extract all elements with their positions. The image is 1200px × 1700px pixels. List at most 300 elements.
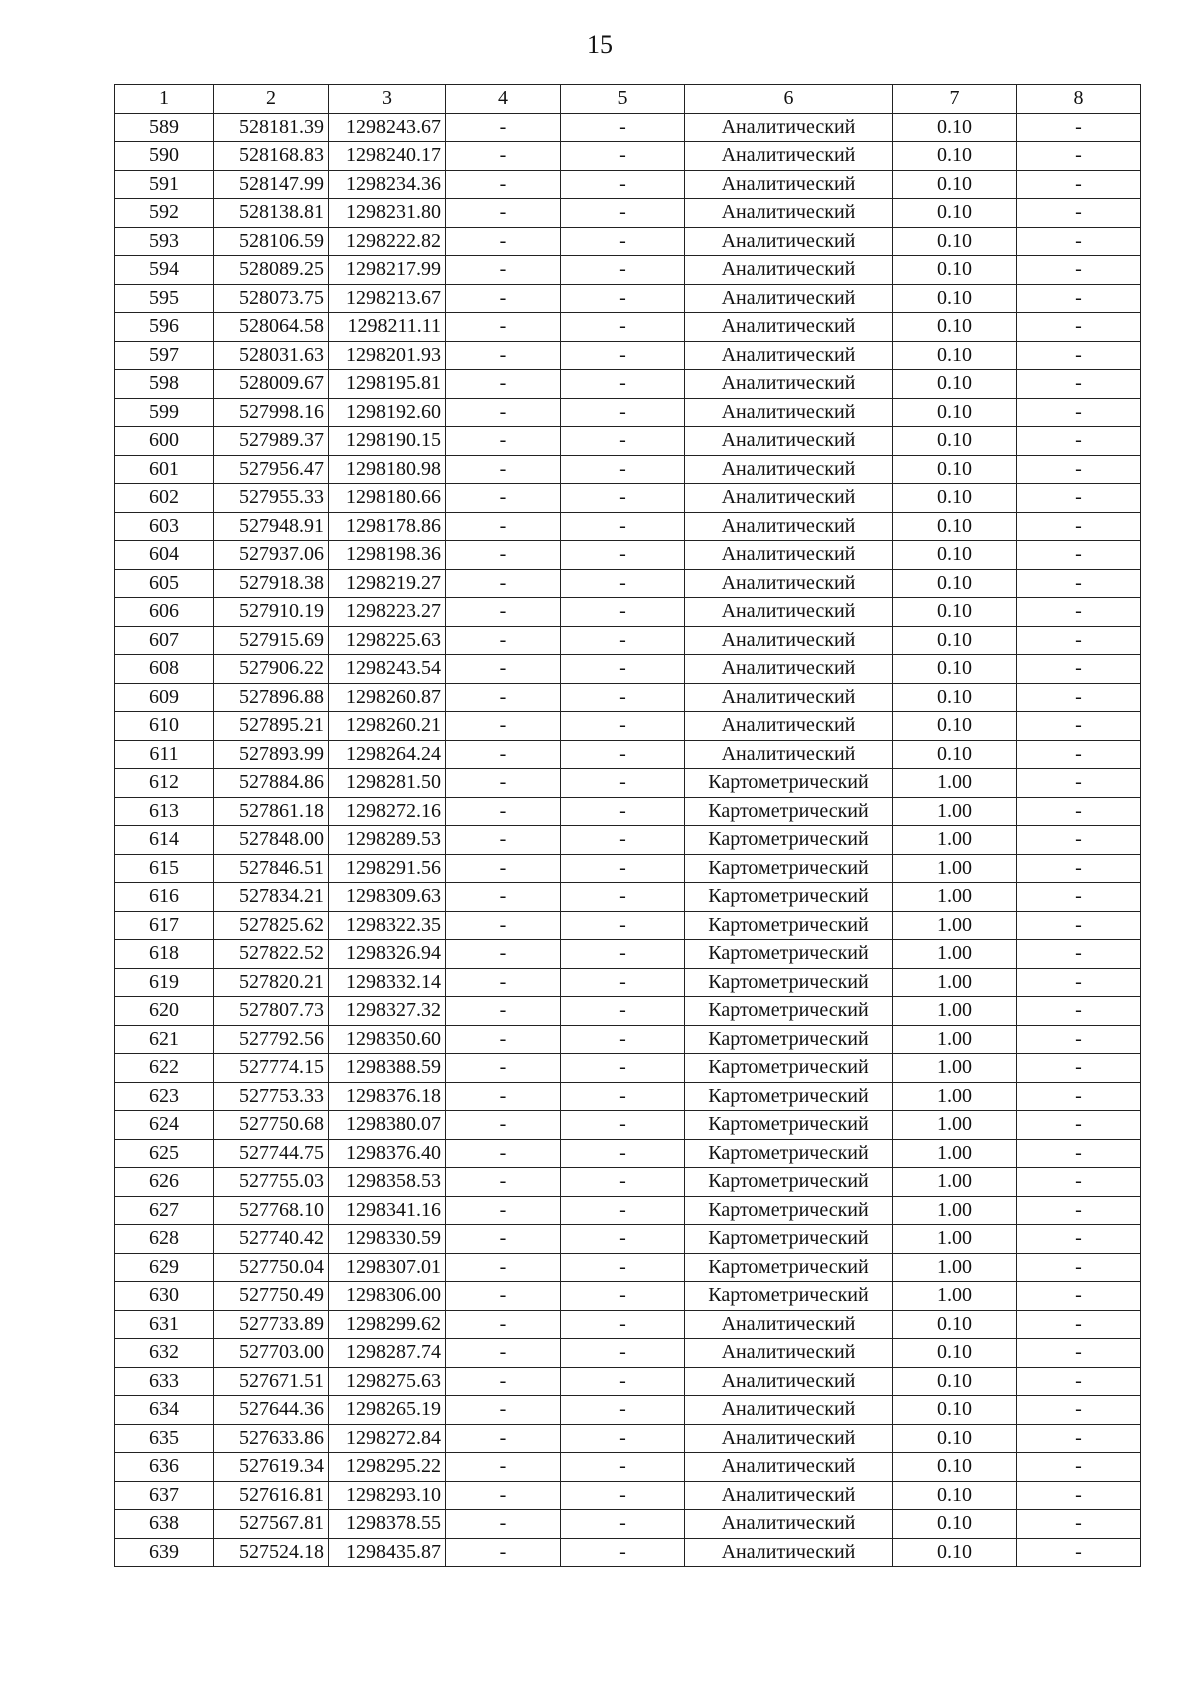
accuracy-cell: 0.10: [893, 1481, 1017, 1510]
column-4-cell: -: [446, 1225, 561, 1254]
column-5-cell: -: [561, 1225, 685, 1254]
column-4-cell: -: [446, 1453, 561, 1482]
y-coordinate-cell: 1298327.32: [329, 997, 446, 1026]
point-number-cell: 621: [115, 1025, 214, 1054]
column-5-cell: -: [561, 1310, 685, 1339]
x-coordinate-cell: 528064.58: [214, 313, 329, 342]
method-cell: Картометрический: [685, 769, 893, 798]
method-cell: Картометрический: [685, 911, 893, 940]
method-cell: Аналитический: [685, 455, 893, 484]
accuracy-cell: 0.10: [893, 170, 1017, 199]
accuracy-cell: 0.10: [893, 484, 1017, 513]
x-coordinate-cell: 527750.49: [214, 1282, 329, 1311]
column-8-cell: -: [1017, 1054, 1141, 1083]
column-5-cell: -: [561, 1282, 685, 1311]
table-row: [115, 1253, 1141, 1282]
column-header: 5: [561, 85, 685, 114]
point-number-cell: 589: [115, 113, 214, 142]
column-8-cell: -: [1017, 1339, 1141, 1368]
method-cell: Аналитический: [685, 170, 893, 199]
x-coordinate-cell: 527937.06: [214, 541, 329, 570]
accuracy-cell: 0.10: [893, 626, 1017, 655]
table-row: [115, 940, 1141, 969]
column-8-cell: -: [1017, 199, 1141, 228]
column-4-cell: -: [446, 142, 561, 171]
y-coordinate-cell: 1298180.66: [329, 484, 446, 513]
point-number-cell: 593: [115, 227, 214, 256]
column-5-cell: -: [561, 1168, 685, 1197]
table-row: [115, 455, 1141, 484]
x-coordinate-cell: 528168.83: [214, 142, 329, 171]
x-coordinate-cell: 528031.63: [214, 341, 329, 370]
point-number-cell: 599: [115, 398, 214, 427]
x-coordinate-cell: 527753.33: [214, 1082, 329, 1111]
point-number-cell: 595: [115, 284, 214, 313]
column-8-cell: -: [1017, 997, 1141, 1026]
point-number-cell: 619: [115, 968, 214, 997]
y-coordinate-cell: 1298322.35: [329, 911, 446, 940]
accuracy-cell: 0.10: [893, 256, 1017, 285]
table-row: [115, 1168, 1141, 1197]
column-5-cell: -: [561, 370, 685, 399]
column-4-cell: -: [446, 1054, 561, 1083]
y-coordinate-cell: 1298287.74: [329, 1339, 446, 1368]
column-5-cell: -: [561, 1253, 685, 1282]
column-8-cell: -: [1017, 1082, 1141, 1111]
table-row: [115, 883, 1141, 912]
column-5-cell: -: [561, 854, 685, 883]
point-number-cell: 603: [115, 512, 214, 541]
column-8-cell: -: [1017, 170, 1141, 199]
x-coordinate-cell: 527846.51: [214, 854, 329, 883]
method-cell: Аналитический: [685, 113, 893, 142]
table-row: [115, 1424, 1141, 1453]
y-coordinate-cell: 1298222.82: [329, 227, 446, 256]
accuracy-cell: 0.10: [893, 341, 1017, 370]
point-number-cell: 639: [115, 1538, 214, 1567]
accuracy-cell: 1.00: [893, 854, 1017, 883]
table-row: [115, 740, 1141, 769]
accuracy-cell: 0.10: [893, 1310, 1017, 1339]
accuracy-cell: 1.00: [893, 940, 1017, 969]
column-5-cell: -: [561, 826, 685, 855]
method-cell: Аналитический: [685, 142, 893, 171]
x-coordinate-cell: 527768.10: [214, 1196, 329, 1225]
column-4-cell: -: [446, 541, 561, 570]
y-coordinate-cell: 1298281.50: [329, 769, 446, 798]
y-coordinate-cell: 1298289.53: [329, 826, 446, 855]
method-cell: Аналитический: [685, 712, 893, 741]
column-4-cell: -: [446, 911, 561, 940]
accuracy-cell: 1.00: [893, 1282, 1017, 1311]
point-number-cell: 597: [115, 341, 214, 370]
x-coordinate-cell: 527644.36: [214, 1396, 329, 1425]
column-5-cell: -: [561, 142, 685, 171]
point-number-cell: 592: [115, 199, 214, 228]
column-5-cell: -: [561, 227, 685, 256]
y-coordinate-cell: 1298240.17: [329, 142, 446, 171]
x-coordinate-cell: 527633.86: [214, 1424, 329, 1453]
point-number-cell: 629: [115, 1253, 214, 1282]
column-8-cell: -: [1017, 1139, 1141, 1168]
column-8-cell: -: [1017, 113, 1141, 142]
column-4-cell: -: [446, 1282, 561, 1311]
table-row: [115, 712, 1141, 741]
x-coordinate-cell: 527740.42: [214, 1225, 329, 1254]
column-5-cell: -: [561, 626, 685, 655]
accuracy-cell: 1.00: [893, 968, 1017, 997]
accuracy-cell: 1.00: [893, 1082, 1017, 1111]
column-5-cell: -: [561, 911, 685, 940]
table-row: [115, 199, 1141, 228]
column-8-cell: -: [1017, 1538, 1141, 1567]
point-number-cell: 615: [115, 854, 214, 883]
column-5-cell: -: [561, 284, 685, 313]
y-coordinate-cell: 1298388.59: [329, 1054, 446, 1083]
method-cell: Аналитический: [685, 683, 893, 712]
accuracy-cell: 0.10: [893, 398, 1017, 427]
point-number-cell: 618: [115, 940, 214, 969]
column-8-cell: -: [1017, 1424, 1141, 1453]
column-4-cell: -: [446, 170, 561, 199]
point-number-cell: 633: [115, 1367, 214, 1396]
point-number-cell: 596: [115, 313, 214, 342]
table-row: [115, 541, 1141, 570]
table-row: [115, 313, 1141, 342]
method-cell: Аналитический: [685, 1424, 893, 1453]
column-4-cell: -: [446, 883, 561, 912]
accuracy-cell: 1.00: [893, 911, 1017, 940]
method-cell: Аналитический: [685, 1481, 893, 1510]
x-coordinate-cell: 527848.00: [214, 826, 329, 855]
accuracy-cell: 1.00: [893, 1196, 1017, 1225]
y-coordinate-cell: 1298260.21: [329, 712, 446, 741]
table-row: [115, 484, 1141, 513]
table-row: [115, 1481, 1141, 1510]
x-coordinate-cell: 527989.37: [214, 427, 329, 456]
point-number-cell: 604: [115, 541, 214, 570]
column-5-cell: -: [561, 740, 685, 769]
column-4-cell: -: [446, 598, 561, 627]
table-row: [115, 997, 1141, 1026]
column-4-cell: -: [446, 1310, 561, 1339]
method-cell: Картометрический: [685, 1082, 893, 1111]
accuracy-cell: 0.10: [893, 1453, 1017, 1482]
table-row: [115, 1510, 1141, 1539]
table-row: [115, 1111, 1141, 1140]
method-cell: Картометрический: [685, 1168, 893, 1197]
method-cell: Картометрический: [685, 1225, 893, 1254]
table-row: [115, 1139, 1141, 1168]
accuracy-cell: 1.00: [893, 1168, 1017, 1197]
table-row: [115, 1082, 1141, 1111]
table-row: [115, 341, 1141, 370]
method-cell: Картометрический: [685, 1253, 893, 1282]
method-cell: Картометрический: [685, 1025, 893, 1054]
x-coordinate-cell: 527895.21: [214, 712, 329, 741]
method-cell: Картометрический: [685, 940, 893, 969]
accuracy-cell: 1.00: [893, 1253, 1017, 1282]
table-row: [115, 655, 1141, 684]
column-8-cell: -: [1017, 512, 1141, 541]
column-4-cell: -: [446, 1139, 561, 1168]
accuracy-cell: 0.10: [893, 598, 1017, 627]
x-coordinate-cell: 527616.81: [214, 1481, 329, 1510]
y-coordinate-cell: 1298332.14: [329, 968, 446, 997]
x-coordinate-cell: 527750.04: [214, 1253, 329, 1282]
column-5-cell: -: [561, 427, 685, 456]
column-5-cell: -: [561, 1111, 685, 1140]
column-8-cell: -: [1017, 1025, 1141, 1054]
y-coordinate-cell: 1298264.24: [329, 740, 446, 769]
page-number: 15: [587, 30, 613, 59]
x-coordinate-cell: 527744.75: [214, 1139, 329, 1168]
x-coordinate-cell: 527915.69: [214, 626, 329, 655]
column-4-cell: -: [446, 826, 561, 855]
point-number-cell: 635: [115, 1424, 214, 1453]
point-number-cell: 628: [115, 1225, 214, 1254]
method-cell: Картометрический: [685, 968, 893, 997]
y-coordinate-cell: 1298272.16: [329, 797, 446, 826]
column-header: 4: [446, 85, 561, 114]
method-cell: Аналитический: [685, 256, 893, 285]
method-cell: Аналитический: [685, 598, 893, 627]
column-5-cell: -: [561, 797, 685, 826]
column-5-cell: -: [561, 1082, 685, 1111]
column-4-cell: -: [446, 626, 561, 655]
column-8-cell: -: [1017, 968, 1141, 997]
point-number-cell: 625: [115, 1139, 214, 1168]
column-5-cell: -: [561, 170, 685, 199]
column-8-cell: -: [1017, 1225, 1141, 1254]
x-coordinate-cell: 527948.91: [214, 512, 329, 541]
point-number-cell: 623: [115, 1082, 214, 1111]
column-4-cell: -: [446, 655, 561, 684]
column-8-cell: -: [1017, 1196, 1141, 1225]
column-header: 7: [893, 85, 1017, 114]
y-coordinate-cell: 1298341.16: [329, 1196, 446, 1225]
x-coordinate-cell: 527567.81: [214, 1510, 329, 1539]
column-4-cell: -: [446, 227, 561, 256]
column-5-cell: -: [561, 1339, 685, 1368]
column-5-cell: -: [561, 1054, 685, 1083]
point-number-cell: 624: [115, 1111, 214, 1140]
x-coordinate-cell: 528138.81: [214, 199, 329, 228]
method-cell: Аналитический: [685, 427, 893, 456]
accuracy-cell: 0.10: [893, 427, 1017, 456]
point-number-cell: 610: [115, 712, 214, 741]
column-4-cell: -: [446, 1025, 561, 1054]
table-row: [115, 1310, 1141, 1339]
coordinates-table: [114, 84, 1141, 1567]
column-8-cell: -: [1017, 427, 1141, 456]
column-4-cell: -: [446, 1538, 561, 1567]
column-8-cell: -: [1017, 1510, 1141, 1539]
column-8-cell: -: [1017, 370, 1141, 399]
column-8-cell: -: [1017, 313, 1141, 342]
column-8-cell: -: [1017, 1396, 1141, 1425]
point-number-cell: 636: [115, 1453, 214, 1482]
accuracy-cell: 1.00: [893, 826, 1017, 855]
method-cell: Аналитический: [685, 199, 893, 228]
table-row: [115, 284, 1141, 313]
accuracy-cell: 0.10: [893, 1339, 1017, 1368]
x-coordinate-cell: 527861.18: [214, 797, 329, 826]
accuracy-cell: 0.10: [893, 370, 1017, 399]
point-number-cell: 609: [115, 683, 214, 712]
y-coordinate-cell: 1298295.22: [329, 1453, 446, 1482]
method-cell: Картометрический: [685, 797, 893, 826]
column-4-cell: -: [446, 1396, 561, 1425]
table-row: [115, 797, 1141, 826]
x-coordinate-cell: 527884.86: [214, 769, 329, 798]
column-4-cell: -: [446, 968, 561, 997]
point-number-cell: 622: [115, 1054, 214, 1083]
x-coordinate-cell: 527910.19: [214, 598, 329, 627]
point-number-cell: 634: [115, 1396, 214, 1425]
column-4-cell: -: [446, 199, 561, 228]
y-coordinate-cell: 1298326.94: [329, 940, 446, 969]
column-5-cell: -: [561, 1481, 685, 1510]
method-cell: Аналитический: [685, 655, 893, 684]
column-5-cell: -: [561, 341, 685, 370]
x-coordinate-cell: 527750.68: [214, 1111, 329, 1140]
column-5-cell: -: [561, 484, 685, 513]
method-cell: Аналитический: [685, 1339, 893, 1368]
method-cell: Аналитический: [685, 1538, 893, 1567]
column-8-cell: -: [1017, 683, 1141, 712]
y-coordinate-cell: 1298350.60: [329, 1025, 446, 1054]
x-coordinate-cell: 527906.22: [214, 655, 329, 684]
y-coordinate-cell: 1298213.67: [329, 284, 446, 313]
method-cell: Картометрический: [685, 1111, 893, 1140]
table-row: [115, 569, 1141, 598]
table-row: [115, 1367, 1141, 1396]
accuracy-cell: 0.10: [893, 142, 1017, 171]
x-coordinate-cell: 527755.03: [214, 1168, 329, 1197]
method-cell: Картометрический: [685, 1054, 893, 1083]
method-cell: Картометрический: [685, 1196, 893, 1225]
y-coordinate-cell: 1298243.67: [329, 113, 446, 142]
column-4-cell: -: [446, 512, 561, 541]
column-5-cell: -: [561, 541, 685, 570]
column-8-cell: -: [1017, 1253, 1141, 1282]
y-coordinate-cell: 1298225.63: [329, 626, 446, 655]
x-coordinate-cell: 527825.62: [214, 911, 329, 940]
x-coordinate-cell: 527955.33: [214, 484, 329, 513]
y-coordinate-cell: 1298299.62: [329, 1310, 446, 1339]
accuracy-cell: 1.00: [893, 1111, 1017, 1140]
y-coordinate-cell: 1298223.27: [329, 598, 446, 627]
method-cell: Аналитический: [685, 1396, 893, 1425]
y-coordinate-cell: 1298376.40: [329, 1139, 446, 1168]
table-row: [115, 968, 1141, 997]
column-header: 3: [329, 85, 446, 114]
y-coordinate-cell: 1298178.86: [329, 512, 446, 541]
column-4-cell: -: [446, 313, 561, 342]
column-4-cell: -: [446, 797, 561, 826]
column-4-cell: -: [446, 1510, 561, 1539]
y-coordinate-cell: 1298293.10: [329, 1481, 446, 1510]
table-row: [115, 427, 1141, 456]
column-4-cell: -: [446, 1168, 561, 1197]
method-cell: Аналитический: [685, 284, 893, 313]
accuracy-cell: 0.10: [893, 1538, 1017, 1567]
y-coordinate-cell: 1298291.56: [329, 854, 446, 883]
method-cell: Аналитический: [685, 626, 893, 655]
column-8-cell: -: [1017, 740, 1141, 769]
y-coordinate-cell: 1298376.18: [329, 1082, 446, 1111]
y-coordinate-cell: 1298219.27: [329, 569, 446, 598]
accuracy-cell: 0.10: [893, 199, 1017, 228]
y-coordinate-cell: 1298306.00: [329, 1282, 446, 1311]
accuracy-cell: 0.10: [893, 712, 1017, 741]
table-row: [115, 1196, 1141, 1225]
column-4-cell: -: [446, 854, 561, 883]
column-5-cell: -: [561, 769, 685, 798]
column-8-cell: -: [1017, 854, 1141, 883]
accuracy-cell: 0.10: [893, 455, 1017, 484]
column-4-cell: -: [446, 740, 561, 769]
point-number-cell: 630: [115, 1282, 214, 1311]
column-5-cell: -: [561, 1025, 685, 1054]
point-number-cell: 600: [115, 427, 214, 456]
column-header: 8: [1017, 85, 1141, 114]
x-coordinate-cell: 528106.59: [214, 227, 329, 256]
table-row: [115, 113, 1141, 142]
point-number-cell: 594: [115, 256, 214, 285]
column-8-cell: -: [1017, 142, 1141, 171]
column-8-cell: -: [1017, 712, 1141, 741]
column-8-cell: -: [1017, 398, 1141, 427]
column-5-cell: -: [561, 512, 685, 541]
point-number-cell: 620: [115, 997, 214, 1026]
method-cell: Картометрический: [685, 826, 893, 855]
column-8-cell: -: [1017, 1453, 1141, 1482]
x-coordinate-cell: 527896.88: [214, 683, 329, 712]
column-5-cell: -: [561, 968, 685, 997]
column-5-cell: -: [561, 1139, 685, 1168]
column-4-cell: -: [446, 284, 561, 313]
column-5-cell: -: [561, 113, 685, 142]
x-coordinate-cell: 528089.25: [214, 256, 329, 285]
column-5-cell: -: [561, 1367, 685, 1396]
x-coordinate-cell: 528073.75: [214, 284, 329, 313]
accuracy-cell: 0.10: [893, 284, 1017, 313]
column-4-cell: -: [446, 1481, 561, 1510]
column-4-cell: -: [446, 1339, 561, 1368]
method-cell: Аналитический: [685, 1310, 893, 1339]
accuracy-cell: 0.10: [893, 541, 1017, 570]
accuracy-cell: 0.10: [893, 1424, 1017, 1453]
accuracy-cell: 0.10: [893, 227, 1017, 256]
point-number-cell: 605: [115, 569, 214, 598]
table-row: [115, 398, 1141, 427]
column-8-cell: -: [1017, 1282, 1141, 1311]
column-8-cell: -: [1017, 626, 1141, 655]
method-cell: Аналитический: [685, 313, 893, 342]
accuracy-cell: 0.10: [893, 683, 1017, 712]
table-header-row: [115, 85, 1141, 114]
method-cell: Картометрический: [685, 883, 893, 912]
column-5-cell: -: [561, 199, 685, 228]
column-4-cell: -: [446, 1253, 561, 1282]
column-8-cell: -: [1017, 797, 1141, 826]
point-number-cell: 638: [115, 1510, 214, 1539]
column-5-cell: -: [561, 398, 685, 427]
y-coordinate-cell: 1298380.07: [329, 1111, 446, 1140]
column-5-cell: -: [561, 313, 685, 342]
